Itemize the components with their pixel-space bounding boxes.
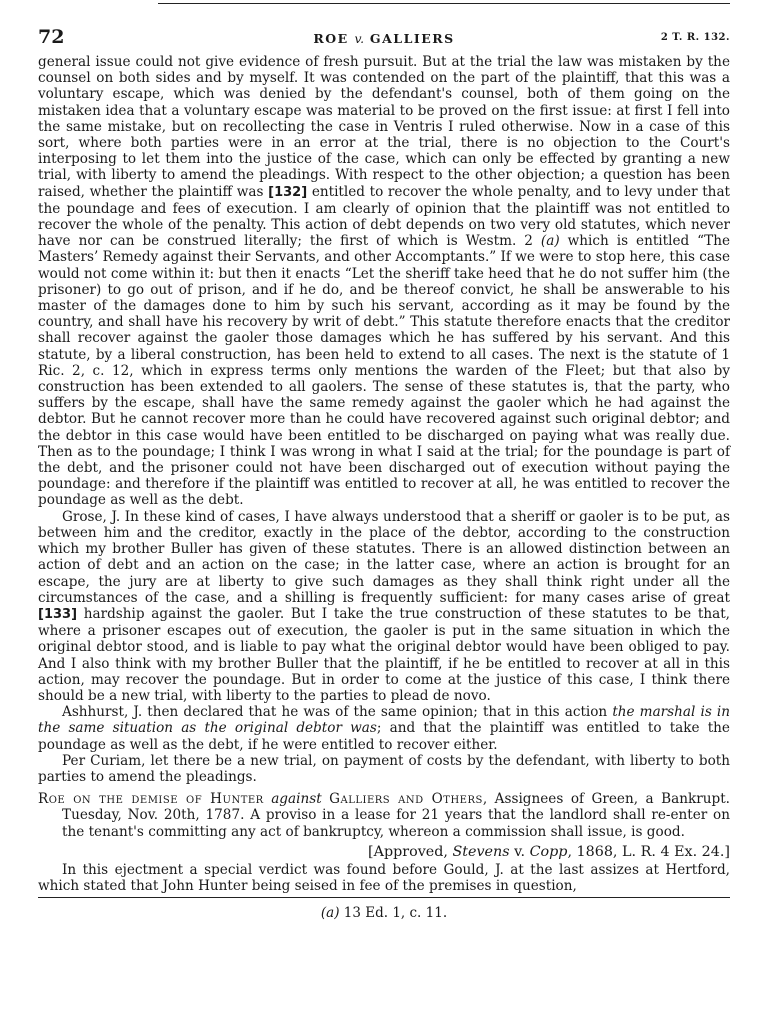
citation-part: , 1868, L. R. 4 Ex. 24.] <box>567 843 730 860</box>
footnote-text: 13 Ed. 1, c. 11. <box>339 905 448 922</box>
header-rule <box>158 3 730 4</box>
running-title-part: ROE <box>313 31 355 46</box>
citation-case: Stevens <box>452 843 510 860</box>
star-page-marker: [133] <box>38 606 78 622</box>
running-title-versus: v. <box>354 31 365 46</box>
citation-part: [Approved, <box>368 843 453 860</box>
running-title <box>38 31 730 46</box>
paragraph-grose <box>38 509 730 704</box>
star-page-marker: [132] <box>268 184 308 200</box>
citation-case: Copp <box>529 843 568 860</box>
case-party: Roe on the demise of Hunter <box>38 791 264 808</box>
running-title-part: GALLIERS <box>364 31 455 46</box>
italic-text: the marshal is in the same situation as the original debtor was <box>38 704 731 737</box>
report-reference: 2 T. R. 132. <box>660 32 730 43</box>
text-run: ; and that the plaintiff was entitled to take the poundage as well as the debt, if he were entitled to recover either. <box>38 720 730 753</box>
case-party: Galliers and Others <box>329 791 483 808</box>
footnote-mark: (a) <box>320 905 340 922</box>
approved-citation <box>38 844 730 860</box>
case-heading <box>38 791 730 840</box>
text-run: which is entitled “The Masters’ Remedy against their Servants, and other Accomptants.” If we were to stop here, this case would not come within it: but then it enacts “Let the sheriff take heed that he do not suffer him (the prisoner) to go out of prison, and if he do, and be thereof convict, he shall be answerable to his master of the damages done to him by such his servant, according as it may be found by the country, and shall have his recovery by writ of debt.” This statute therefore enacts that the creditor shall recover against the gaoler those damages which he has suffered by his servant. And this statute, by a liberal construction, has been held to extend to all cases. The next is the statute of 1 Ric. 2, c. 12, which in express terms only mentions the warden of the Fleet; but that also by construction has been extended to all gaolers. The sense of these statutes is, that the party, who suffers by the escape, shall have the same remedy against the gaoler which he had against the debtor. But he cannot recover more than he could have recovered against such original debtor; and the debtor in this case would have been entitled to be discharged on paying what was really due. Then as to the poundage; I think I was wrong in what I said at the trial; for the poundage is part of the debt, and the prisoner could not have been discharged out of execution without paying the poundage: and therefore if the plaintiff was entitled to recover at all, he was entitled to recover the poundage as well as the debt. <box>38 233 731 509</box>
text-run: Grose, J. In these kind of cases, I have always understood that a sheriff or gaoler is to be put, as between him and the creditor, exactly in the place of the debtor, according to the construction which my brother Buller has given of these statutes. There is an allowed distinction between an action of debt and an action on the case; in the latter case, where an action is brought for an escape, the jury are at liberty to give such damages as they shall think right under all the circumstances of the case, and a shilling is frequently sufficient: for many cases arise of great <box>38 508 730 606</box>
case-summary: , Assignees of Green, a Bankrupt. Tuesday, Nov. 20th, 1787. A proviso in a lease for 21 years that the landlord shall re-enter on the tenant's committing any act of bankruptcy, whereon a commission shall issue, is good. <box>62 791 730 840</box>
text-run: Ashhurst, J. then declared that he was of the same opinion; that in this action <box>62 704 613 721</box>
page-number: 72 <box>38 26 65 48</box>
footnote-rule <box>38 897 730 898</box>
page-header <box>38 24 730 48</box>
footnote <box>38 905 730 921</box>
text-run: entitled to recover the whole penalty, and to levy under that the poundage and fees of execution. I am clearly of opinion that the plaintiff was not entitled to recover the whole of the penalty. This action of debt depends on two very old statutes, which never have nor can be construed literally; the first of which is Westm. 2 <box>38 183 731 250</box>
page <box>38 24 730 921</box>
paragraph-ejectment: In this ejectment a special verdict was found before Gould, J. at the last assizes at Hertford, which stated that John Hunter being seised in fee of the premises in question, <box>38 861 730 895</box>
footnote-reference: (a) <box>540 233 560 250</box>
text-run: general issue could not give evidence of fresh pursuit. But at the trial the law was mistaken by the counsel on both sides and by myself. It was contended on the part of the plaintiff, that this was a voluntary escape, which was denied by the defendant's counsel, both of them going on the mistaken idea that a voluntary escape was material to be proved on the first issue: at first I fell into the same mistake, but on recollecting the case in Ventris I ruled otherwise. Now in a case of this sort, where both parties were in an error at the trial, there is no objection to the Court's interposing to let them into the justice of the case, which can only be effected by granting a new trial, with liberty to amend the pleadings. With respect to the other objection; a question has been raised, whether the plaintiff was <box>38 54 730 200</box>
body-text <box>38 54 730 894</box>
citation-part: v. <box>509 843 530 860</box>
text-run: hardship against the gaoler. But I take the true construction of these statutes to be that, where a prisoner escapes out of execution, the gaoler is put in the same situation in which the original debtor stood, and is liable to pay what the original debtor would have been obliged to pay. And I also think with my brother Buller that the plaintiff, if he be entitled to recover at all in this action, may recover the poundage. But in order to come at the justice of this case, I think there should be a new trial, with liberty to the parties to plead de novo. <box>38 605 730 704</box>
paragraph-per-curiam: Per Curiam, let there be a new trial, on payment of costs by the defendant, with liberty to both parties to amend the pleadings. <box>38 752 730 785</box>
paragraph-continuation <box>38 54 730 509</box>
case-title <box>38 791 730 840</box>
paragraph-ashhurst <box>38 704 730 753</box>
case-against: against <box>263 791 330 808</box>
